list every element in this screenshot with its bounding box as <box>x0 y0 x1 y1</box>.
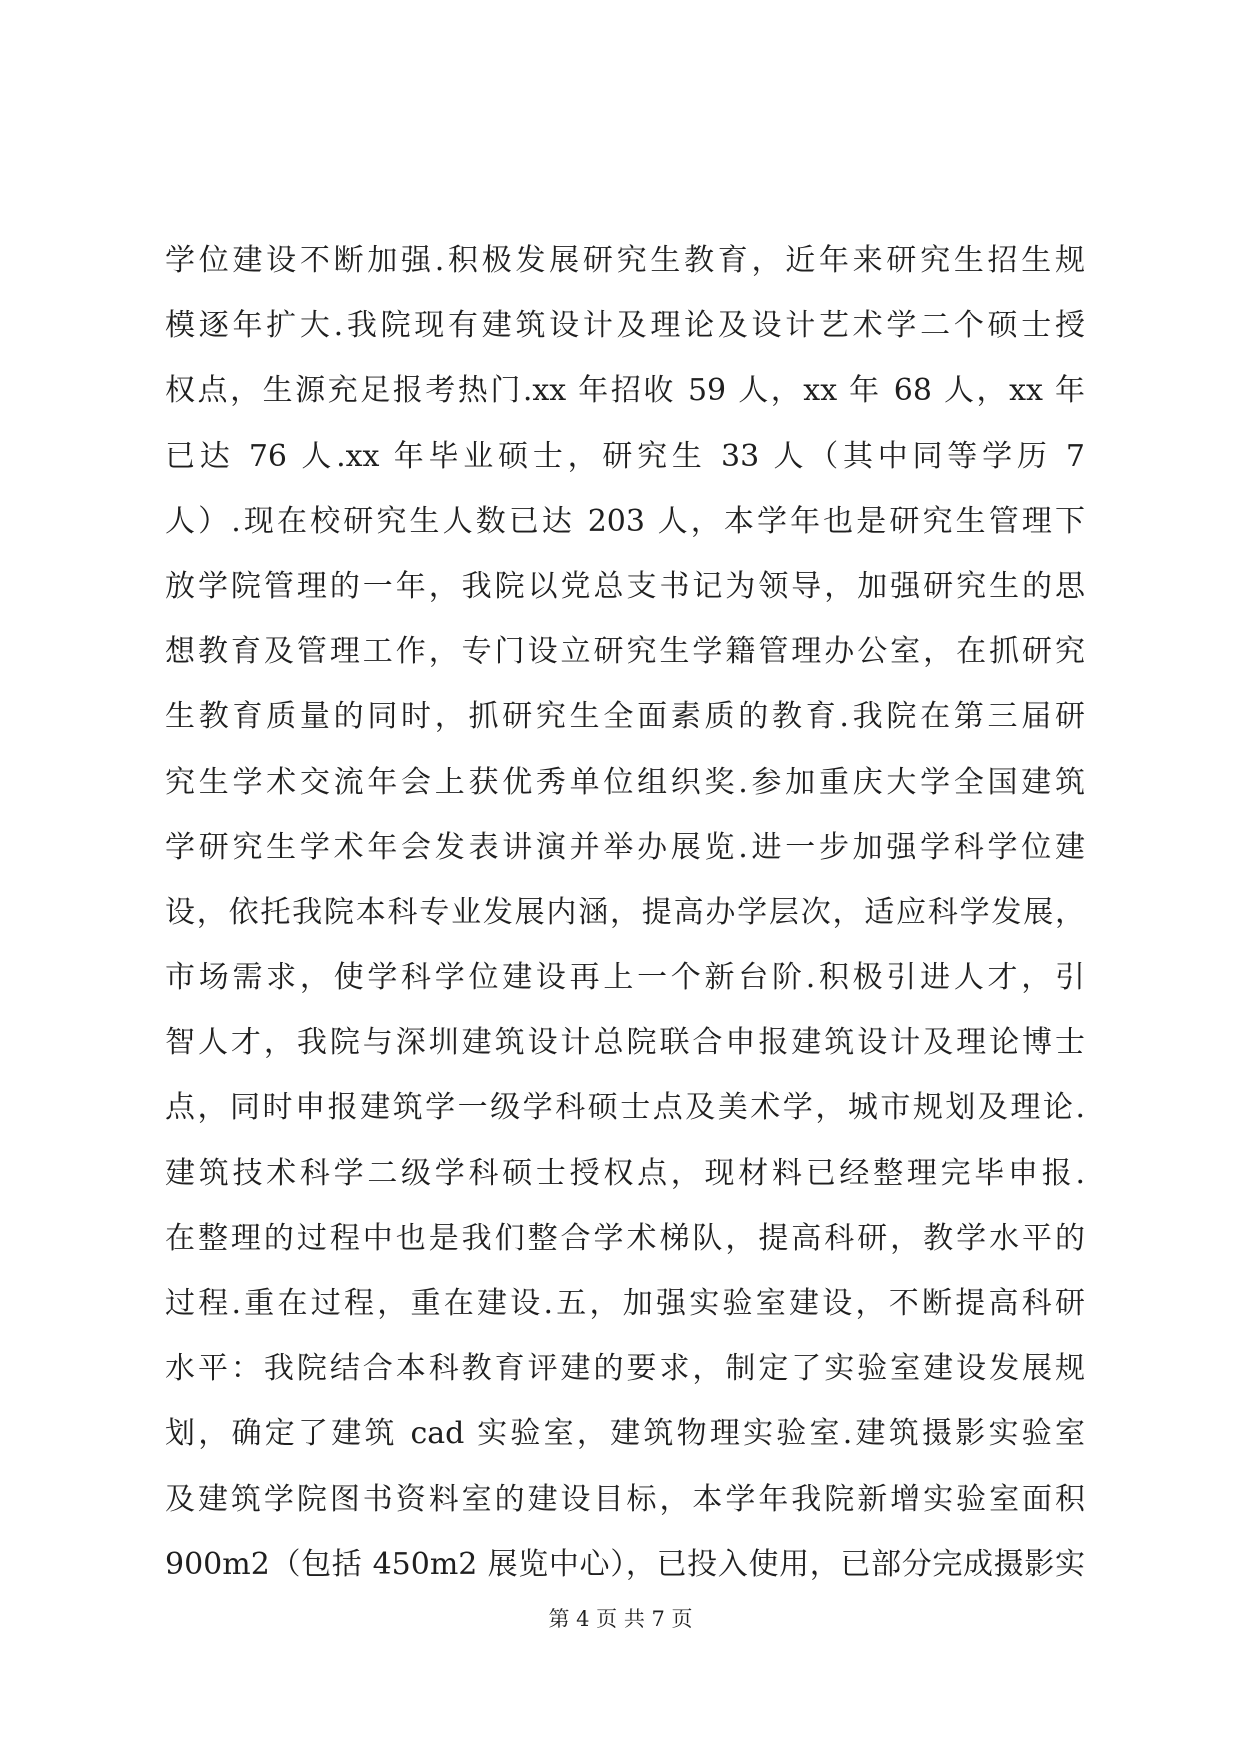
text-line: 水平：我院结合本科教育评建的要求，制定了实验室建设发展规 <box>165 1351 1085 1387</box>
text-line: 人）.现在校研究生人数已达 203 人，本学年也是研究生管理下 <box>165 503 1085 539</box>
text-line: 在整理的过程中也是我们整合学术梯队，提高科研，教学水平的 <box>165 1220 1085 1256</box>
text-line: 及建筑学院图书资料室的建设目标，本学年我院新增实验室面积 <box>165 1481 1085 1517</box>
text-line: 想教育及管理工作，专门设立研究生学籍管理办公室，在抓研究 <box>165 634 1085 670</box>
body-text <box>165 228 1085 1597</box>
text-line: 模逐年扩大.我院现有建筑设计及理论及设计艺术学二个硕士授 <box>165 308 1085 344</box>
text-line: 点，同时申报建筑学一级学科硕士点及美术学，城市规划及理论. <box>165 1090 1085 1126</box>
page-number-footer: 第 4 页 共 7 页 <box>548 1607 693 1631</box>
text-line: 权点，生源充足报考热门.xx 年招收 59 人，xx 年 68 人，xx 年 <box>165 373 1085 409</box>
text-line: 建筑技术科学二级学科硕士授权点，现材料已经整理完毕申报. <box>165 1155 1085 1191</box>
text-line: 900m2（包括 450m2 展览中心），已投入使用，已部分完成摄影实 <box>165 1546 1085 1582</box>
text-line: 智人才，我院与深圳建筑设计总院联合申报建筑设计及理论博士 <box>165 1025 1085 1061</box>
text-line: 生教育质量的同时，抓研究生全面素质的教育.我院在第三届研 <box>165 699 1085 735</box>
text-line: 市场需求，使学科学位建设再上一个新台阶.积极引进人才，引 <box>165 960 1085 996</box>
text-line: 究生学术交流年会上获优秀单位组织奖.参加重庆大学全国建筑 <box>165 764 1085 800</box>
text-line: 学位建设不断加强.积极发展研究生教育，近年来研究生招生规 <box>165 243 1085 278</box>
text-line: 已达 76 人.xx 年毕业硕士，研究生 33 人（其中同等学历 7 <box>165 438 1085 474</box>
text-line: 划，确定了建筑 cad 实验室，建筑物理实验室.建筑摄影实验室 <box>165 1416 1085 1452</box>
text-line: 放学院管理的一年，我院以党总支书记为领导，加强研究生的思 <box>165 568 1085 604</box>
text-line: 学研究生学术年会发表讲演并举办展览.进一步加强学科学位建 <box>165 829 1085 865</box>
text-line: 过程.重在过程，重在建设.五，加强实验室建设，不断提高科研 <box>165 1286 1085 1321</box>
text-line: 设，依托我院本科专业发展内涵，提高办学层次，适应科学发展， <box>165 894 1085 930</box>
